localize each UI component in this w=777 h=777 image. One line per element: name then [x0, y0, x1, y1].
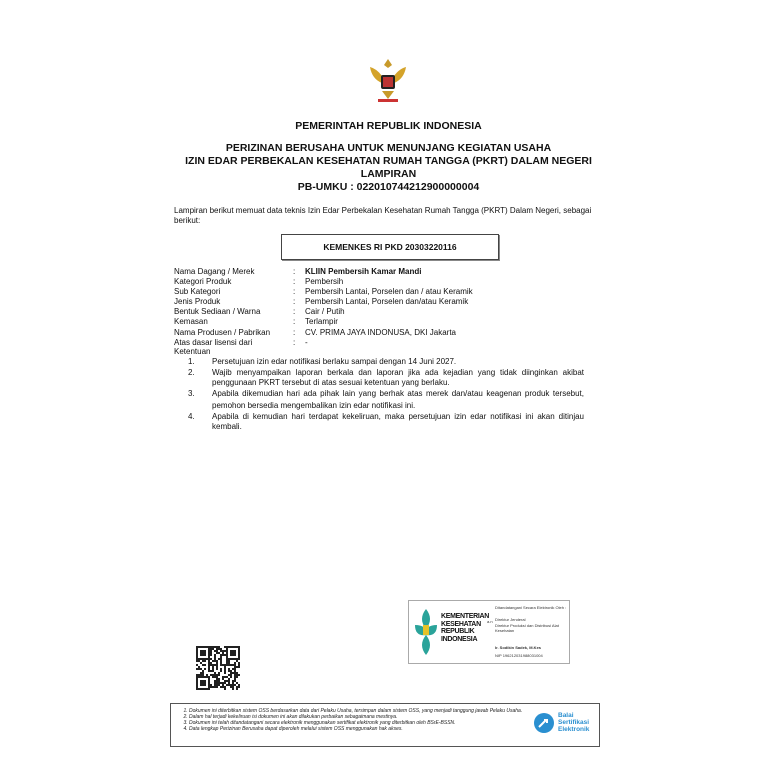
- field-label: Kategori Produk: [174, 277, 232, 287]
- product-fields: [174, 267, 473, 348]
- field-value: Pembersih Lantai, Porselen dan/atau Keramik: [305, 297, 469, 307]
- ketentuan-title: Ketentuan: [174, 347, 211, 356]
- ketentuan-item: [174, 357, 584, 367]
- field-value: Pembersih: [305, 277, 344, 287]
- title-line: PERIZINAN BERUSAHA UNTUK MENUNJANG KEGIATAN USAHA: [225, 142, 552, 154]
- field-value: KLIIN Pembersih Kamar Mandi: [305, 267, 422, 276]
- field-colon: :: [293, 317, 296, 327]
- field-colon: :: [293, 327, 296, 337]
- title-line: IZIN EDAR PERBEKALAN KESEHATAN RUMAH TANGGA (PKRT) DALAM NEGERI: [185, 155, 592, 167]
- logo-text: INDONESIA: [441, 635, 478, 643]
- registration-number-box: KEMENKES RI PKD 20303220116: [281, 234, 499, 260]
- ketentuan-item: [174, 368, 584, 389]
- footer-note: 3. Dokumen ini telah ditandatangani secara elektronik menggunakan sertifikat elektronik yang diterbitkan oleh BSrE-BSSN.: [189, 720, 529, 726]
- signer-role: Direktur Jenderal: [495, 617, 526, 622]
- bsre-text: Elektronik: [558, 726, 590, 733]
- field-colon: :: [293, 267, 296, 276]
- field-row: [174, 287, 473, 297]
- item-number: 3.: [188, 389, 195, 399]
- bsre-text: Balai: [558, 712, 574, 719]
- an-label: a.n: [487, 619, 493, 624]
- garuda-emblem: [366, 55, 410, 105]
- ketentuan-section: [174, 347, 584, 433]
- field-value: Pembersih Lantai, Porselen dan / atau Keramik: [305, 287, 473, 297]
- item-text: Apabila dikemudian hari ada pihak lain yang berhak atas merek dan/atau keagenan produk tersebut, pemohon bersedia mengembalikan izin edar notifikasi ini.: [212, 389, 584, 411]
- kemenkes-logo-icon: [413, 607, 439, 657]
- field-label: Nama Dagang / Merek: [174, 267, 255, 276]
- signed-by-label: Ditandatangani Secara Elektronik Oleh :: [495, 605, 567, 610]
- document-titles: [0, 142, 777, 194]
- field-label: Sub Kategori: [174, 287, 221, 297]
- field-row: [174, 317, 473, 327]
- field-value: CV. PRIMA JAYA INDONUSA, DKI Jakarta: [305, 327, 457, 337]
- footer-note: 2. Dalam hal terjadi kekeliruan isi dokumen ini akan dilakukan perbaikan sebagaimana mestinya.: [189, 714, 529, 720]
- item-number: 4.: [188, 412, 195, 422]
- bsre-text: Sertifikasi: [558, 719, 590, 726]
- field-row: [174, 277, 473, 287]
- item-number: 2.: [188, 367, 195, 377]
- government-title: PEMERINTAH REPUBLIK INDONESIA: [295, 120, 482, 132]
- field-colon: :: [293, 277, 296, 287]
- qr-code: [196, 646, 240, 690]
- ketentuan-item: [174, 388, 584, 412]
- field-label: Nama Produsen / Pabrikan: [174, 327, 271, 337]
- logo-text: REPUBLIK: [441, 628, 475, 635]
- field-row: [174, 297, 473, 307]
- title-line: LAMPIRAN: [360, 168, 417, 180]
- logo-text: KESEHATAN: [441, 620, 481, 628]
- field-label: Jenis Produk: [174, 297, 221, 307]
- signer-role: Direktur Produksi dan Distribusi Alat Kesehatan: [495, 623, 559, 633]
- pb-umku-number: PB-UMKU : 022010744212900000004: [297, 181, 480, 193]
- ketentuan-item: [174, 412, 584, 433]
- item-text: Wajib menyampaikan laporan berkala dan laporan jika ada kejadian yang tidak diinginkan akibat penggunaan PKRT tersebut di atas sesuai ketentuan yang berlaku.: [212, 367, 584, 387]
- field-colon: :: [293, 287, 296, 297]
- field-row: [174, 328, 473, 338]
- signer-name: Ir. Sodikin Sadek, M.Kes: [495, 645, 542, 650]
- item-text: Persetujuan izin edar notifikasi berlaku sampai dengan 14 Juni 2027.: [212, 357, 457, 367]
- logo-text: KEMENTERIAN: [441, 613, 490, 620]
- signature-box: [408, 600, 570, 664]
- field-colon: :: [293, 337, 296, 347]
- field-value: -: [305, 337, 308, 347]
- field-colon: :: [293, 307, 296, 317]
- field-label: Kemasan: [174, 317, 208, 327]
- field-label: Atas dasar lisensi dari: [174, 337, 253, 347]
- bsre-logo-icon: [533, 712, 555, 734]
- footer-notes: [170, 703, 600, 747]
- field-row: [174, 307, 473, 317]
- field-value: Terlampir: [305, 317, 338, 327]
- signer-nip: NIP 196212031988031004: [495, 653, 543, 658]
- item-text: Apabila di kemudian hari terdapat kekeliruan, maka persetujuan izin edar notifikasi ini akan ditinjau kembali.: [212, 412, 584, 432]
- field-value: Cair / Putih: [305, 307, 345, 317]
- field-colon: :: [293, 297, 296, 307]
- item-number: 1.: [188, 357, 195, 367]
- footer-note: 1. Dokumen ini diterbitkan sistem OSS berdasarkan data dari Pelaku Usaha, tersimpan dalam sistem OSS, yang menjadi tanggung jawab Pelaku Usaha.: [189, 708, 529, 714]
- intro-text: Lampiran berikut memuat data teknis Izin Edar Perbekalan Kesehatan Rumah Tangga (PKRT) Dalam Negeri, sebagai berikut:: [174, 206, 592, 225]
- footer-note: 4. Data lengkap Perizinan Berusaha dapat diperoleh melalui sistem OSS menggunakan hak akses.: [189, 726, 529, 732]
- field-row: [174, 267, 473, 277]
- field-label: Bentuk Sediaan / Warna: [174, 307, 261, 317]
